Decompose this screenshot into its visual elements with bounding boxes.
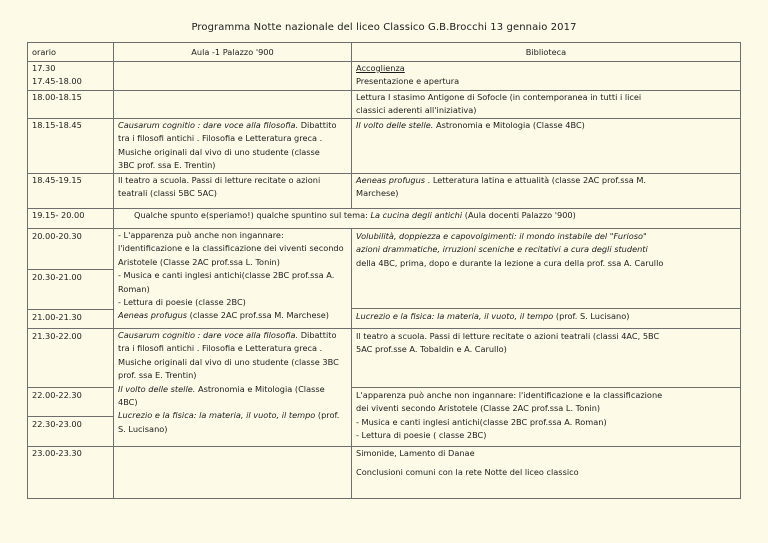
table-row [28, 447, 741, 499]
time-slot [28, 270, 113, 310]
time-label: 17.30 [32, 63, 56, 73]
activity-text: - Lettura di poesie ( classe 2BC) [356, 430, 487, 441]
table-row [28, 329, 741, 447]
time-cell [28, 447, 114, 499]
time-cell [28, 91, 114, 119]
header-time: orario [28, 43, 114, 62]
activity-text: (prof. [315, 410, 340, 421]
activity-text: l'identificazione e la classificazione dei viventi secondo [118, 243, 344, 254]
table-row [28, 91, 741, 119]
activity-text: (Aula docenti Palazzo '900) [462, 210, 576, 220]
time-slot [28, 417, 113, 431]
activity-text: tra i filosofi antichi . Filosofia e Letteratura greca . [118, 343, 323, 354]
table-row [28, 229, 741, 329]
table-row [28, 174, 741, 209]
activity-text: Simonide, Lamento di Danae [356, 448, 475, 458]
time-label: 21.00-21.30 [32, 312, 82, 322]
activity-title: Lucrezio e la fisica: la materia, il vuoto, il tempo [118, 410, 316, 421]
activity-text: Dibattito [298, 330, 337, 340]
header-row [28, 43, 741, 62]
time-slot [28, 310, 113, 324]
time-label: 18.15-18.45 [32, 120, 82, 130]
activity-title: Aeneas profugus [118, 310, 188, 321]
activity-text: teatrali (classi 5BC 5AC) [118, 188, 217, 199]
activity-title: Causarum cognitio : dare voce alla filosofia. [118, 120, 299, 130]
activity-title: Il volto delle stelle. [356, 120, 434, 130]
time-cell [28, 209, 114, 229]
activity-title: Causarum cognitio : dare voce alla filosofia. [118, 330, 299, 340]
header-aula: Aula -1 Palazzo '900 [114, 43, 352, 62]
activity-text: - Lettura di poesie (classe 2BC) [118, 297, 246, 308]
aula-cell [114, 174, 352, 209]
activity-text: tra i filosofi antichi . Filosofia e Letteratura greca . [118, 133, 323, 144]
table-row [28, 209, 741, 229]
time-label: 22.30-23.00 [32, 419, 82, 429]
activity-text: - Musica e canti inglesi antichi(classe 2BC prof.ssa A. [118, 270, 335, 281]
biblioteca-cell [352, 174, 741, 209]
biblioteca-slot [352, 229, 740, 309]
activity-text: (prof. S. Lucisano) [553, 311, 630, 321]
time-slot [28, 229, 113, 270]
activity-text: (classe 2AC prof.ssa M. Marchese) [187, 310, 329, 321]
activity-text: Conclusioni comuni con la rete Notte del liceo classico [356, 467, 579, 478]
activity-text: 5AC prof.sse A. Tobaldin e A. Carullo) [356, 344, 507, 355]
time-cell [28, 229, 114, 329]
biblioteca-cell [352, 329, 741, 447]
activity-title: Aeneas profugus [356, 175, 426, 185]
activity-text: della 4BC, prima, dopo e durante la lezione a cura della prof. ssa A. Carullo [356, 257, 664, 268]
document-title: Programma Notte nazionale del liceo Classico G.B.Brocchi 13 gennaio 2017 [191, 22, 577, 33]
time-label: 20.30-21.00 [32, 272, 82, 282]
activity-text: Roman) [118, 283, 150, 294]
activity-text: prof. ssa E. Trentin) [118, 370, 197, 381]
biblioteca-slot [352, 388, 740, 443]
activity-text: - L'apparenza può anche non ingannare: [118, 230, 284, 240]
activity-text: 3BC prof. ssa E. Trentin) [118, 160, 216, 171]
biblioteca-slot [352, 329, 740, 388]
activity-text: 4BC) [118, 397, 138, 408]
activity-text: Astronomia e Mitologia (Classe [195, 383, 325, 394]
table-row [28, 62, 741, 91]
activity-title: Lucrezio e la fisica: la materia, il vuoto, il tempo [356, 311, 554, 321]
activity-title: Volubilità, doppiezza e capovolgimenti: il mondo instabile del "Furioso" [356, 231, 647, 241]
activity-text: Astronomia e Mitologia (Classe 4BC) [433, 120, 585, 130]
time-cell [28, 174, 114, 209]
aula-cell [114, 62, 352, 91]
time-label: 19.15- 20.00 [32, 210, 85, 220]
shared-activity-cell [114, 209, 741, 229]
activity-text: . Letteratura latina e attualità (classe 2AC prof.ssa M. [425, 175, 647, 185]
aula-cell [114, 91, 352, 119]
aula-cell [114, 229, 352, 329]
activity-text: classici aderenti all'iniziativa) [356, 105, 477, 116]
activity-title: La cucina degli antichi [370, 210, 463, 220]
time-label: 21.30-22.00 [32, 331, 82, 341]
time-label: 18.45-19.15 [32, 175, 82, 185]
time-label: 22.00-22.30 [32, 390, 82, 400]
activity-text: Lettura I stasimo Antigone di Sofocle (in contemporanea in tutti i licei [356, 92, 642, 102]
activity-text: Dibattito [298, 120, 337, 130]
activity-text: Il teatro a scuola. Passi di letture recitate o azioni teatrali (classi 4AC, 5BC [356, 331, 660, 341]
time-label: 17.45-18.00 [32, 76, 82, 87]
activity-text: Accoglienza [356, 63, 405, 73]
header-biblioteca: Biblioteca [352, 43, 741, 62]
table-row [28, 119, 741, 174]
time-cell [28, 329, 114, 447]
biblioteca-cell [352, 91, 741, 119]
activity-text: L'apparenza può anche non ingannare: l'identificazione e la classificazione [356, 390, 663, 400]
activity-text: Presentazione e apertura [356, 76, 460, 87]
biblioteca-cell [352, 119, 741, 174]
time-label: 20.00-20.30 [32, 231, 82, 241]
time-label: 18.00-18.15 [32, 92, 82, 102]
time-slot [28, 329, 113, 388]
biblioteca-cell [352, 447, 741, 499]
activity-text: dei viventi secondo Aristotele (Classe 2AC prof.ssa L. Tonin) [356, 403, 601, 414]
activity-text: Musiche originali dal vivo di uno studente (classe [118, 146, 320, 157]
activity-text: Marchese) [356, 188, 399, 199]
biblioteca-cell [352, 62, 741, 91]
activity-text: Aristotele (Classe 2AC prof.ssa L. Tonin) [118, 256, 280, 267]
biblioteca-cell [352, 229, 741, 329]
activity-text: azioni drammatiche, irruzioni sceniche e recitativi a cura degli studenti [356, 244, 648, 255]
activity-text: Il teatro a scuola. Passi di letture recitate o azioni [118, 175, 321, 185]
activity-text: - Musica e canti inglesi antichi(classe 2BC prof.ssa A. Roman) [356, 416, 607, 427]
time-label: 23.00-23.30 [32, 448, 82, 458]
biblioteca-slot [352, 309, 740, 323]
time-cell [28, 62, 114, 91]
activity-text: S. Lucisano) [118, 423, 168, 434]
aula-cell [114, 329, 352, 447]
aula-cell [114, 447, 352, 499]
activity-text: Qualche spunto e(speriamo!) qualche spuntino sul tema: [134, 210, 368, 220]
aula-cell [114, 119, 352, 174]
time-slot [28, 388, 113, 417]
activity-title: Il volto delle stelle. [118, 383, 196, 394]
activity-text: Musiche originali dal vivo di uno studente (classe 3BC [118, 356, 339, 367]
time-cell [28, 119, 114, 174]
schedule-table [27, 42, 741, 499]
